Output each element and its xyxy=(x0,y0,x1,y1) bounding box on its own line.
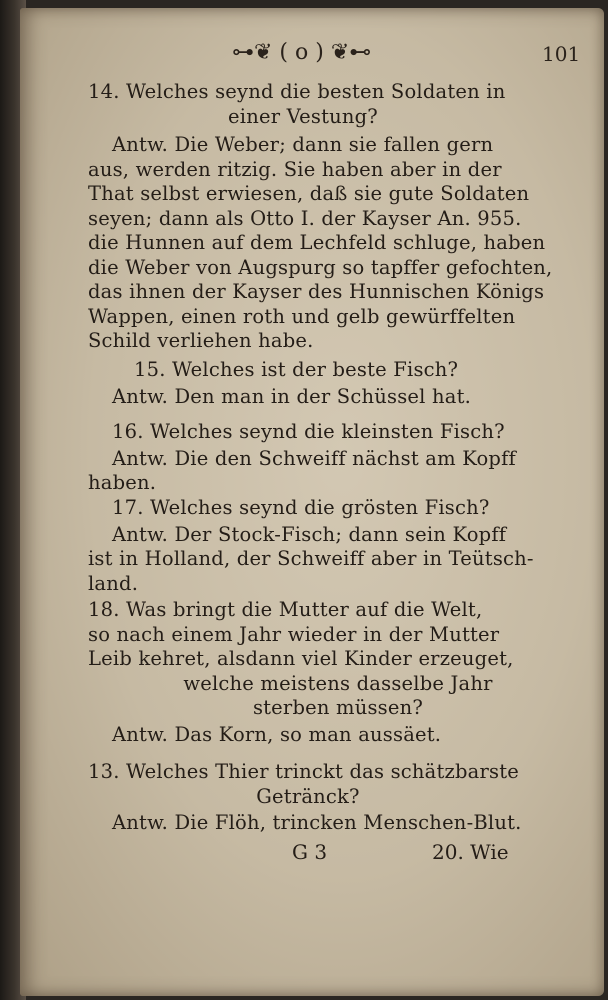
question-15 xyxy=(88,358,588,409)
answer-text: haben. xyxy=(88,471,157,494)
signature-mark: G 3 xyxy=(292,840,328,864)
question-text: Getränck? xyxy=(256,784,360,808)
answer-text: Antw. Der Stock-Fisch; dann sein Kopff xyxy=(112,522,507,546)
answer-text: seyen; dann als Otto I. der Kayser An. 955. xyxy=(88,206,522,230)
catchword: 20. Wie xyxy=(432,840,509,864)
answer-text: Wappen, einen roth und gelb gewürffelten xyxy=(88,304,516,328)
answer-text: das ihnen der Kayser des Hunnischen Königs xyxy=(88,280,545,303)
book-page xyxy=(20,8,604,996)
question-text: so nach einem Jahr wieder in der Mutter xyxy=(88,622,500,646)
page-footer xyxy=(20,840,604,870)
question-text: Leib kehret, alsdann viel Kinder erzeuget, xyxy=(88,647,514,670)
question-text: sterben müssen? xyxy=(252,696,424,719)
question-16 xyxy=(88,420,588,496)
answer-text: die Weber von Augspurg so tapffer gefochten, xyxy=(88,255,553,279)
question-19 xyxy=(88,760,588,836)
answer-text: That selbst erwiesen, daß sie gute Soldaten xyxy=(88,182,530,205)
answer-text: Antw. Die Flöh, trincken Menschen-Blut. xyxy=(112,811,522,834)
question-17 xyxy=(88,496,588,596)
answer-text: aus, werden ritzig. Sie haben aber in der xyxy=(88,157,502,181)
question-text: 16. Welches seynd die kleinsten Fisch? xyxy=(112,420,505,443)
page-header xyxy=(20,36,604,76)
page-number: 101 xyxy=(542,42,581,66)
question-text: welche meistens dasselbe Jahr xyxy=(183,671,493,695)
answer-text: land. xyxy=(88,571,139,595)
header-ornament: ⊶❦ ( o ) ❦⊷ xyxy=(232,40,372,65)
answer-text: ist in Holland, der Schweiff aber in Teütsch- xyxy=(88,547,534,570)
question-text: 18. Was bringt die Mutter auf die Welt, xyxy=(88,598,483,621)
answer-text: Antw. Den man in der Schüssel hat. xyxy=(112,384,471,408)
answer-text: die Hunnen auf dem Lechfeld schluge, haben xyxy=(88,231,546,254)
answer-text: Antw. Die den Schweiff nächst am Kopff xyxy=(112,446,516,470)
question-text: einer Vestung? xyxy=(228,104,378,128)
question-text: 14. Welches seynd die besten Soldaten in xyxy=(88,80,506,103)
answer-text: Antw. Das Korn, so man aussäet. xyxy=(112,722,442,746)
question-text: 17. Welches seynd die grösten Fisch? xyxy=(112,496,490,519)
question-text: 13. Welches Thier trinckt das schätzbarste xyxy=(88,760,520,783)
question-18 xyxy=(88,598,588,747)
answer-text: Schild verliehen habe. xyxy=(88,329,314,352)
question-14 xyxy=(88,80,588,354)
answer-text: Antw. Die Weber; dann sie fallen gern xyxy=(112,133,494,156)
question-text: 15. Welches ist der beste Fisch? xyxy=(134,358,459,381)
